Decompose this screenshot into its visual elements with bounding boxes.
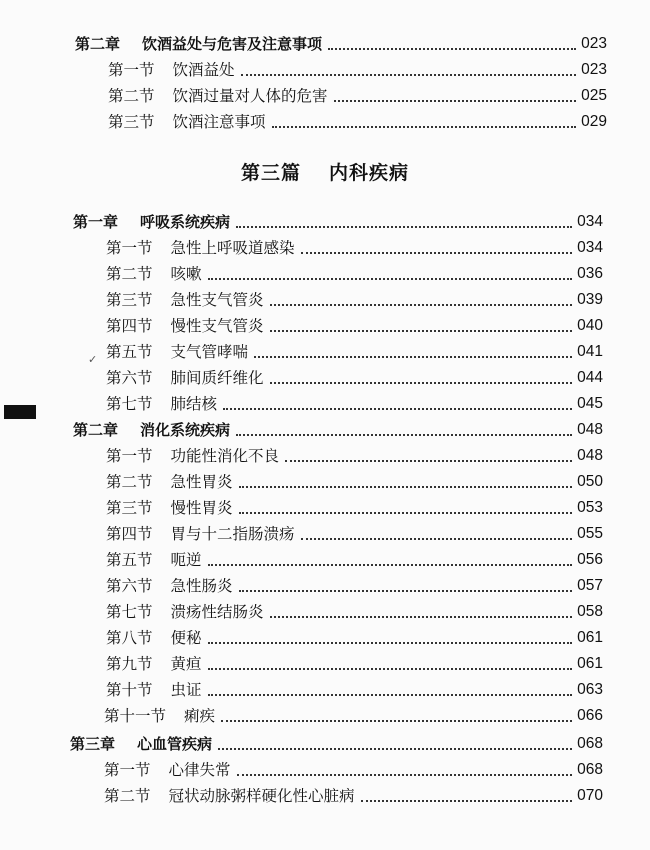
page-number: 048 bbox=[577, 421, 603, 438]
section-number: 第九节 bbox=[106, 655, 153, 673]
section-title: 溃疡性结肠炎 bbox=[170, 603, 264, 621]
page-number: 068 bbox=[577, 761, 603, 778]
dot-leader bbox=[208, 564, 573, 566]
toc-chapter-entry[interactable] bbox=[70, 732, 603, 756]
dot-leader bbox=[301, 538, 573, 540]
section-title: 急性肠炎 bbox=[170, 577, 233, 595]
section-title: 支气管哮喘 bbox=[170, 343, 249, 361]
toc-section-entry[interactable] bbox=[106, 262, 603, 286]
section-title: 急性胃炎 bbox=[170, 473, 233, 491]
toc-section-entry[interactable] bbox=[104, 784, 603, 808]
section-number: 第五节 bbox=[106, 551, 153, 569]
toc-section-entry[interactable] bbox=[106, 678, 603, 702]
dot-leader bbox=[237, 774, 573, 776]
part-number: 第三篇 bbox=[240, 162, 301, 184]
page-number: 040 bbox=[577, 317, 603, 334]
dot-leader bbox=[270, 382, 573, 384]
toc-section-entry[interactable] bbox=[106, 366, 603, 390]
section-number: 第一节 bbox=[106, 447, 153, 465]
chapter-title: 心血管疾病 bbox=[137, 735, 213, 753]
section-number: 第三节 bbox=[106, 499, 153, 517]
section-title: 急性支气管炎 bbox=[170, 291, 264, 309]
section-number: 第二节 bbox=[104, 787, 151, 805]
section-title: 心律失常 bbox=[168, 761, 231, 779]
margin-mark: ✓ bbox=[88, 353, 98, 366]
page-number: 034 bbox=[577, 239, 603, 256]
toc-section-entry[interactable] bbox=[108, 58, 607, 82]
page-number: 061 bbox=[577, 655, 603, 672]
page-number: 066 bbox=[577, 707, 603, 724]
toc-section-entry[interactable] bbox=[106, 652, 603, 676]
page-number: 068 bbox=[577, 735, 603, 752]
part-title: 内科疾病 bbox=[329, 162, 410, 184]
dot-leader bbox=[223, 408, 572, 410]
toc-section-entry[interactable] bbox=[104, 704, 603, 728]
section-number: 第二节 bbox=[108, 87, 155, 105]
dot-leader bbox=[239, 512, 573, 514]
page-number: 050 bbox=[577, 473, 603, 490]
page-number: 053 bbox=[577, 499, 603, 516]
toc-section-entry[interactable] bbox=[108, 110, 607, 134]
section-number: 第三节 bbox=[108, 113, 155, 131]
chapter-title: 消化系统疾病 bbox=[140, 421, 231, 439]
dot-leader bbox=[270, 304, 573, 306]
dot-leader bbox=[254, 356, 572, 358]
section-title: 急性上呼吸道感染 bbox=[170, 239, 295, 257]
dot-leader bbox=[239, 590, 573, 592]
section-title: 胃与十二指肠溃疡 bbox=[170, 525, 295, 543]
toc-chapter-entry[interactable] bbox=[73, 418, 603, 442]
chapter-number: 第二章 bbox=[73, 421, 119, 439]
section-title: 肺结核 bbox=[170, 395, 218, 413]
section-title: 冠状动脉粥样硬化性心脏病 bbox=[168, 787, 355, 805]
dot-leader bbox=[301, 252, 573, 254]
page-number: 029 bbox=[581, 113, 607, 130]
page-number: 023 bbox=[581, 61, 607, 78]
page-number: 041 bbox=[577, 343, 603, 360]
page-number: 057 bbox=[577, 577, 603, 594]
chapter-number: 第二章 bbox=[75, 35, 121, 53]
page-number: 061 bbox=[577, 629, 603, 646]
section-title: 慢性支气管炎 bbox=[170, 317, 264, 335]
dot-leader bbox=[285, 460, 572, 462]
page-number: 034 bbox=[577, 213, 603, 230]
dot-leader bbox=[208, 668, 573, 670]
page-number: 025 bbox=[581, 87, 607, 104]
section-title: 痢疾 bbox=[184, 707, 216, 725]
section-title: 饮酒注意事项 bbox=[172, 113, 266, 131]
chapter-title: 饮酒益处与危害及注意事项 bbox=[142, 35, 323, 53]
toc-section-entry[interactable] bbox=[106, 574, 603, 598]
dot-leader bbox=[361, 800, 573, 802]
section-title: 慢性胃炎 bbox=[170, 499, 233, 517]
page-number: 044 bbox=[577, 369, 603, 386]
page-number: 023 bbox=[581, 35, 607, 52]
section-title: 呃逆 bbox=[170, 551, 202, 569]
section-number: 第三节 bbox=[106, 291, 153, 309]
chapter-number: 第一章 bbox=[73, 213, 119, 231]
toc-section-entry[interactable] bbox=[106, 392, 603, 416]
dot-leader bbox=[236, 226, 572, 228]
section-title: 功能性消化不良 bbox=[170, 447, 280, 465]
dot-leader bbox=[239, 486, 573, 488]
section-title: 黄疸 bbox=[170, 655, 202, 673]
toc-section-entry[interactable] bbox=[106, 548, 603, 572]
dot-leader bbox=[208, 278, 573, 280]
toc-section-entry[interactable] bbox=[106, 496, 603, 520]
toc-section-entry[interactable] bbox=[106, 600, 603, 624]
page-number: 063 bbox=[577, 681, 603, 698]
dot-leader bbox=[236, 434, 572, 436]
page-number: 056 bbox=[577, 551, 603, 568]
dot-leader bbox=[208, 694, 573, 696]
dot-leader bbox=[221, 720, 572, 722]
section-title: 肺间质纤维化 bbox=[170, 369, 264, 387]
section-number: 第七节 bbox=[106, 603, 153, 621]
section-number: 第一节 bbox=[106, 239, 153, 257]
section-title: 咳嗽 bbox=[170, 265, 202, 283]
section-number: 第五节 bbox=[106, 343, 153, 361]
page-number: 036 bbox=[577, 265, 603, 282]
section-number: 第十节 bbox=[106, 681, 153, 699]
dot-leader bbox=[208, 642, 573, 644]
page-number: 070 bbox=[577, 787, 603, 804]
section-title: 饮酒益处 bbox=[172, 61, 235, 79]
section-number: 第七节 bbox=[106, 395, 153, 413]
toc-section-entry[interactable] bbox=[106, 626, 603, 650]
page-number: 055 bbox=[577, 525, 603, 542]
toc-section-entry[interactable] bbox=[106, 236, 603, 260]
section-number: 第六节 bbox=[106, 369, 153, 387]
section-number: 第一节 bbox=[108, 61, 155, 79]
dot-leader bbox=[218, 748, 572, 750]
page-number: 039 bbox=[577, 291, 603, 308]
page-number: 045 bbox=[577, 395, 603, 412]
section-title: 虫证 bbox=[170, 681, 202, 699]
page-edge-tab bbox=[4, 405, 36, 419]
toc-section-entry[interactable] bbox=[108, 84, 607, 108]
dot-leader bbox=[270, 330, 573, 332]
toc-section-entry[interactable] bbox=[106, 444, 603, 468]
toc-chapter-entry[interactable] bbox=[75, 32, 607, 56]
toc-section-entry[interactable] bbox=[106, 340, 603, 364]
section-number: 第四节 bbox=[106, 317, 153, 335]
section-number: 第八节 bbox=[106, 629, 153, 647]
toc-section-entry[interactable] bbox=[104, 758, 603, 782]
dot-leader bbox=[241, 74, 577, 76]
section-title: 便秘 bbox=[170, 629, 202, 647]
dot-leader bbox=[272, 126, 577, 128]
toc-section-entry[interactable] bbox=[106, 314, 603, 338]
dot-leader bbox=[328, 48, 576, 50]
section-number: 第一节 bbox=[104, 761, 151, 779]
chapter-number: 第三章 bbox=[70, 735, 116, 753]
page-number: 058 bbox=[577, 603, 603, 620]
section-number: 第二节 bbox=[106, 473, 153, 491]
toc-section-entry[interactable] bbox=[106, 522, 603, 546]
section-number: 第四节 bbox=[106, 525, 153, 543]
dot-leader bbox=[334, 100, 577, 102]
section-title: 饮酒过量对人体的危害 bbox=[172, 87, 328, 105]
toc-chapter-entry[interactable] bbox=[73, 210, 603, 234]
section-number: 第十一节 bbox=[104, 707, 167, 725]
section-number: 第二节 bbox=[106, 265, 153, 283]
dot-leader bbox=[270, 616, 573, 618]
section-number: 第六节 bbox=[106, 577, 153, 595]
page-number: 048 bbox=[577, 447, 603, 464]
toc-section-entry[interactable] bbox=[106, 288, 603, 312]
toc-section-entry[interactable] bbox=[106, 470, 603, 494]
part-heading bbox=[0, 158, 650, 185]
chapter-title: 呼吸系统疾病 bbox=[140, 213, 231, 231]
